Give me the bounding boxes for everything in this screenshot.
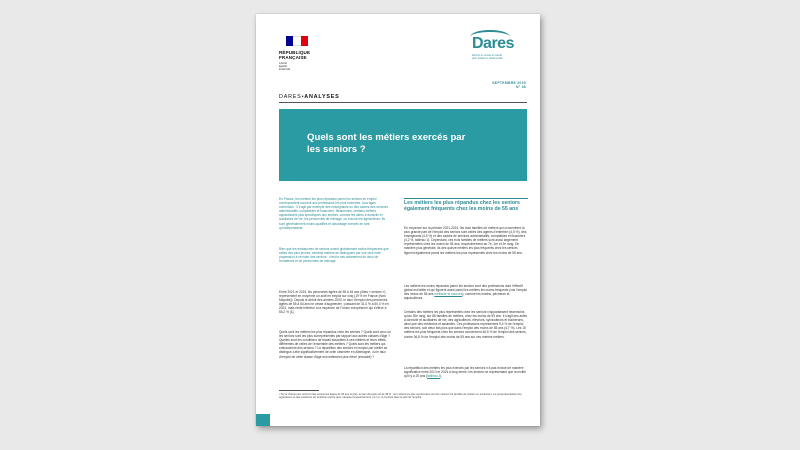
series-title: DARES•ANALYSES bbox=[279, 94, 340, 100]
logo-tagline: Décrire le monde du travail pour éclairer le débat public bbox=[472, 54, 503, 60]
footnote: ¹ Sur le champ plus restreint des personnes âgées de 60 ans et plus, le taux d'emploi est de 38 % ; les métiers les plus représentés sont les mêmes (21 familles de métiers en exclusion). La surreprésentation des agriculteurs et des médecins est toutefois encore plus marquée (respectivement +4,7 et +1,9 points dans la part de l'emploi). bbox=[279, 393, 522, 400]
right-paragraph-2: Les métiers les moins répandus parmi les seniors sont des professions dont l'effectif global est faible et qui figurent aussi parmi les métiers les moins fréquents (voir l'emploi des moins de 55 ans méthode et sources), comme les marins, pêcheurs et aquaculteurs. bbox=[404, 284, 528, 301]
issue-date: SEPTEMBRE 2025 N° 48 bbox=[492, 81, 526, 89]
right-paragraph-4: La répartition des métiers les plus exercés par les seniors n'a pas évolué de manière significative entre 2013 et 2024 à long terme, les seniors ne représentant que la moitié qu'il y a 20 ans (tableau 2). bbox=[404, 366, 526, 379]
republique-francaise-label: RÉPUBLIQUE FRANÇAISE bbox=[279, 50, 311, 60]
issue-number: N° 48 bbox=[515, 85, 526, 89]
title-banner bbox=[279, 109, 527, 181]
footnote-divider bbox=[279, 390, 319, 391]
section-heading: Les métiers les plus répandus chez les seniors également fréquents chez les moins de 55 ans bbox=[404, 200, 520, 213]
lead-paragraph-1: En France, les métiers les plus répandus parmi les seniors en emploi correspondent souvent aux professions les plus exercées, tous âges confondus : il s'agit par exemple des enseignants ou des cadres des services administratifs, comptables et financiers. Néanmoins, certains métiers apparaissent plus spécifiques aux seniors, comme les aides à domicile et auxiliaires de vie, les personnels de ménage, ou encore les agriculteurs. Ils sont généralement moins qualifiés et davantage exercés en tant qu'indépendants. bbox=[279, 197, 389, 230]
header-divider bbox=[279, 102, 527, 103]
dares-logo bbox=[472, 36, 534, 60]
right-paragraph-3: Certains des métiers les plus représentés chez les seniors n'apparaissent néanmoins qu'au 30e rang, sur 86 familles de métiers, chez les moins de 55 ans. Il s'agit des aides à domicile et auxiliaires de vie, des agriculteurs, éleveurs, sylviculteurs et bûcherons, ainsi que des médecins et assimilés. Ces professions représentent 9,4 % de l'emploi des seniors, soit deux fois plus que dans l'emploi des moins de 55 ans (4,7 %). Les 15 métiers les plus fréquents chez les seniors concentrent 46,5 % de l'emploi des seniors, contre 36,8 % de l'emploi des moins de 55 ans sur ces mêmes métiers. bbox=[404, 310, 528, 339]
methodology-link[interactable]: méthode et sources bbox=[434, 292, 463, 297]
body-paragraph-2: Quels sont les métiers les plus répandus chez les seniors ? Quels sont ceux où les seniors sont les plus surreprésentés par rapport aux autres classes d'âge ? Quelles sont les conditions de travail associées à ces métiers et leurs effets, différentes de celles de l'ensemble des métiers ? Quels sont les métiers qui embauchent des seniors ? La répartition des seniors en emploi par métier se distingue-t-elle significativement de celle observée en Allemagne, où le taux d'emploi de cette classe d'âge est nettement plus élevé (encadré) ? bbox=[279, 330, 391, 359]
report-page bbox=[256, 14, 540, 426]
page-title: Quels sont les métiers exercés par les seniors ? bbox=[307, 132, 466, 155]
table-2-link[interactable]: tableau 2 bbox=[427, 374, 441, 379]
lead-paragraph-2: Bien que les embauches de seniors soient globalement moins fréquentes que celles des plus jeunes, certains métiers se distinguent par une plus forte propension à recruter des seniors : c'est le cas notamment de ceux de formateurs et de personnels de ménage. bbox=[279, 247, 389, 264]
corner-decoration bbox=[256, 414, 270, 426]
section-divider bbox=[404, 198, 528, 199]
logo-word: Dares bbox=[472, 35, 514, 52]
republic-motto: Liberté Égalité Fraternité bbox=[279, 62, 291, 72]
body-paragraph-1: Entre 2021 et 2024, les personnes âgées de 55 à 64 ans (dites « seniors ») représentent en moyenne un actif en emploi sur cinq (19 % en France (hors Mayotte)). Depuis le début des années 2000, le taux d'emploi des personnes âgées de 55 à 64 ans ne cesse d'augmenter : passant de 31,0 % à 60,4 % en 2024, mais reste inférieur à la moyenne de l'Union européenne qui s'élève à 65,2 % [1]. bbox=[279, 290, 389, 315]
french-flag-icon bbox=[286, 36, 308, 46]
logo-arc-icon bbox=[470, 30, 510, 44]
right-paragraph-1: En moyenne sur la période 2021-2024, les trois familles de métiers qui concentrent la plus grande part de l'emploi des seniors sont celles des agents d'entretien (4,5 %), des enseignants (4,5 %) et des cadres de services administratifs, comptables et financiers (4,2 %, tableau 1). Cependant, ces trois familles de métiers sont aussi largement représentées chez les moins de 55 ans, respectivement au 7e, 1er et 2e rang. De manière plus générale, ils des quinze métiers les plus fréquents chez les seniors figurent également parmi les métiers les plus représentés chez les moins de 55 ans. bbox=[404, 226, 527, 255]
